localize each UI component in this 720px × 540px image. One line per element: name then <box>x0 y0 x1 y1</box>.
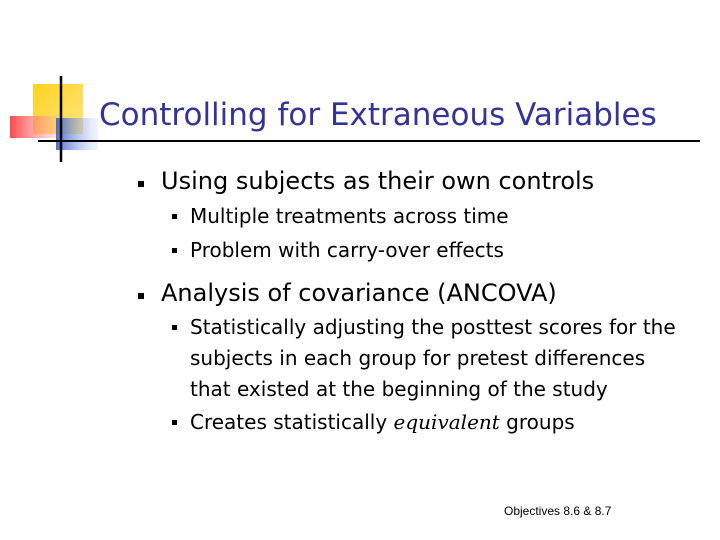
footer-objectives: Objectives 8.6 & 8.7 <box>504 504 612 518</box>
emphasized-word: equivalent <box>393 410 500 434</box>
sub-bullet-text <box>190 406 575 439</box>
sub-bullet-marker <box>172 214 177 219</box>
sub-bullet-text: Statistically adjusting the posttest scores for the <box>190 315 676 339</box>
deco-blue-square <box>56 118 98 150</box>
sub-bullet-text-continuation: subjects in each group for pretest differences <box>190 346 646 370</box>
sub-bullet-text-continuation: that existed at the beginning of the study <box>190 377 608 401</box>
deco-red-bar <box>10 116 58 138</box>
bullet-marker <box>138 293 144 299</box>
sub-bullet-text-before: Creates statistically <box>190 410 394 434</box>
bullet-text: Analysis of covariance (ANCOVA) <box>161 279 557 307</box>
sub-bullet-text-after: groups <box>499 410 575 434</box>
sub-bullet-marker <box>172 420 177 425</box>
bullet-marker <box>138 181 144 187</box>
sub-bullet-marker <box>172 325 177 330</box>
sub-bullet-marker <box>172 248 177 253</box>
slide-title: Controlling for Extraneous Variables <box>99 97 657 133</box>
bullet-text: Using subjects as their own controls <box>161 167 595 195</box>
sub-bullet-text: Problem with carry-over effects <box>190 238 504 262</box>
sub-bullet-text: Multiple treatments across time <box>190 204 509 228</box>
